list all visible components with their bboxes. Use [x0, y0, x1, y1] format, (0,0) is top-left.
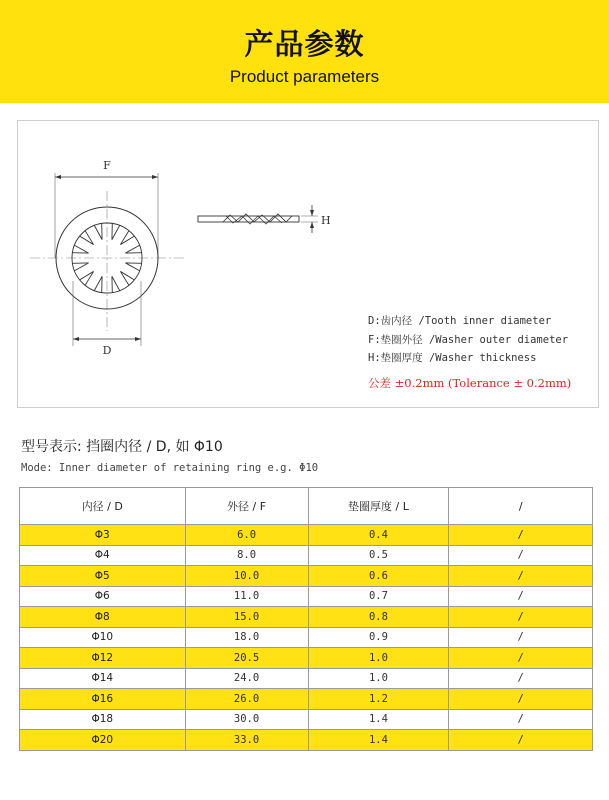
cell-thickness: 0.4: [308, 525, 449, 546]
cell-inner-diameter: Φ3: [20, 525, 186, 546]
table-row: [20, 668, 593, 689]
table-row: [20, 566, 593, 587]
dimension-h-label: H: [321, 214, 331, 227]
cell-outer-diameter: 18.0: [185, 627, 308, 648]
table-row: [20, 607, 593, 628]
cell-inner-diameter: Φ14: [20, 668, 186, 689]
table-row: [20, 525, 593, 546]
table-row: [20, 627, 593, 648]
cell-outer-diameter: 30.0: [185, 709, 308, 730]
cell-extra: /: [449, 730, 593, 751]
cell-thickness: 1.0: [308, 668, 449, 689]
cell-thickness: 0.8: [308, 607, 449, 628]
cell-thickness: 1.4: [308, 709, 449, 730]
cell-thickness: 1.2: [308, 689, 449, 710]
washer-tooth: [112, 223, 120, 239]
cell-outer-diameter: 8.0: [185, 545, 308, 566]
cell-outer-diameter: 6.0: [185, 525, 308, 546]
cell-thickness: 0.5: [308, 545, 449, 566]
page-title-en: Product parameters: [229, 67, 380, 86]
cell-extra: /: [449, 668, 593, 689]
cell-extra: /: [449, 607, 593, 628]
cell-inner-diameter: Φ16: [20, 689, 186, 710]
table-row: [20, 648, 593, 669]
model-description-cn: 型号表示: 挡圈内径 / D, 如 Φ10: [21, 439, 223, 455]
cell-inner-diameter: Φ6: [20, 586, 186, 607]
cell-extra: /: [449, 586, 593, 607]
cell-extra: /: [449, 525, 593, 546]
cell-inner-diameter: Φ8: [20, 607, 186, 628]
washer-tooth: [80, 271, 94, 285]
dimension-legend: [368, 312, 571, 392]
table-row: [20, 730, 593, 751]
header-banner: [0, 0, 609, 103]
washer-tooth: [112, 276, 120, 292]
table-row: [20, 709, 593, 730]
cell-thickness: 0.6: [308, 566, 449, 587]
cell-inner-diameter: Φ10: [20, 627, 186, 648]
washer-side-view: [198, 214, 299, 224]
washer-tooth: [80, 231, 94, 245]
tolerance-note: 公差 ±0.2mm (Tolerance ± 0.2mm): [368, 375, 572, 390]
washer-tooth: [125, 245, 141, 253]
header-thickness: 垫圈厚度 / L: [308, 488, 449, 525]
table-header-row: [20, 488, 593, 525]
cell-inner-diameter: Φ18: [20, 709, 186, 730]
washer-tooth: [125, 263, 141, 271]
cell-outer-diameter: 11.0: [185, 586, 308, 607]
washer-tooth: [120, 271, 134, 285]
washer-tooth: [72, 263, 88, 271]
dimension-d-label: D: [102, 344, 112, 357]
cell-extra: /: [449, 689, 593, 710]
cell-outer-diameter: 20.5: [185, 648, 308, 669]
washer-tooth: [120, 231, 134, 245]
cell-inner-diameter: Φ12: [20, 648, 186, 669]
cell-extra: /: [449, 627, 593, 648]
washer-tooth: [72, 245, 88, 253]
table-row: [20, 545, 593, 566]
cell-thickness: 1.0: [308, 648, 449, 669]
dimension-f-label: F: [103, 159, 111, 172]
header-extra: /: [449, 488, 593, 525]
cell-extra: /: [449, 648, 593, 669]
legend-f: F:垫圈外径 /Washer outer diameter: [368, 333, 569, 346]
table-row: [20, 689, 593, 710]
header-inner-diameter: 内径 / D: [20, 488, 186, 525]
cell-outer-diameter: 15.0: [185, 607, 308, 628]
page-title-cn: 产品参数: [244, 27, 365, 61]
cell-outer-diameter: 33.0: [185, 730, 308, 751]
model-description-en: Mode: Inner diameter of retaining ring e.g. Φ10: [21, 462, 319, 474]
cell-thickness: 0.7: [308, 586, 449, 607]
cell-outer-diameter: 10.0: [185, 566, 308, 587]
legend-d: D:齿内径 /Tooth inner diameter: [368, 315, 552, 327]
table-row: [20, 586, 593, 607]
table-body: [20, 525, 593, 751]
spec-table: [19, 487, 593, 751]
cell-outer-diameter: 24.0: [185, 668, 308, 689]
cell-outer-diameter: 26.0: [185, 689, 308, 710]
header-outer-diameter: 外径 / F: [185, 488, 308, 525]
cell-inner-diameter: Φ5: [20, 566, 186, 587]
cell-extra: /: [449, 545, 593, 566]
cell-inner-diameter: Φ20: [20, 730, 186, 751]
legend-h: H:垫圈厚度 /Washer thickness: [368, 352, 537, 364]
cell-thickness: 1.4: [308, 730, 449, 751]
cell-extra: /: [449, 709, 593, 730]
cell-thickness: 0.9: [308, 627, 449, 648]
cell-extra: /: [449, 566, 593, 587]
cell-inner-diameter: Φ4: [20, 545, 186, 566]
washer-tooth: [94, 276, 102, 292]
washer-tooth: [94, 223, 102, 239]
